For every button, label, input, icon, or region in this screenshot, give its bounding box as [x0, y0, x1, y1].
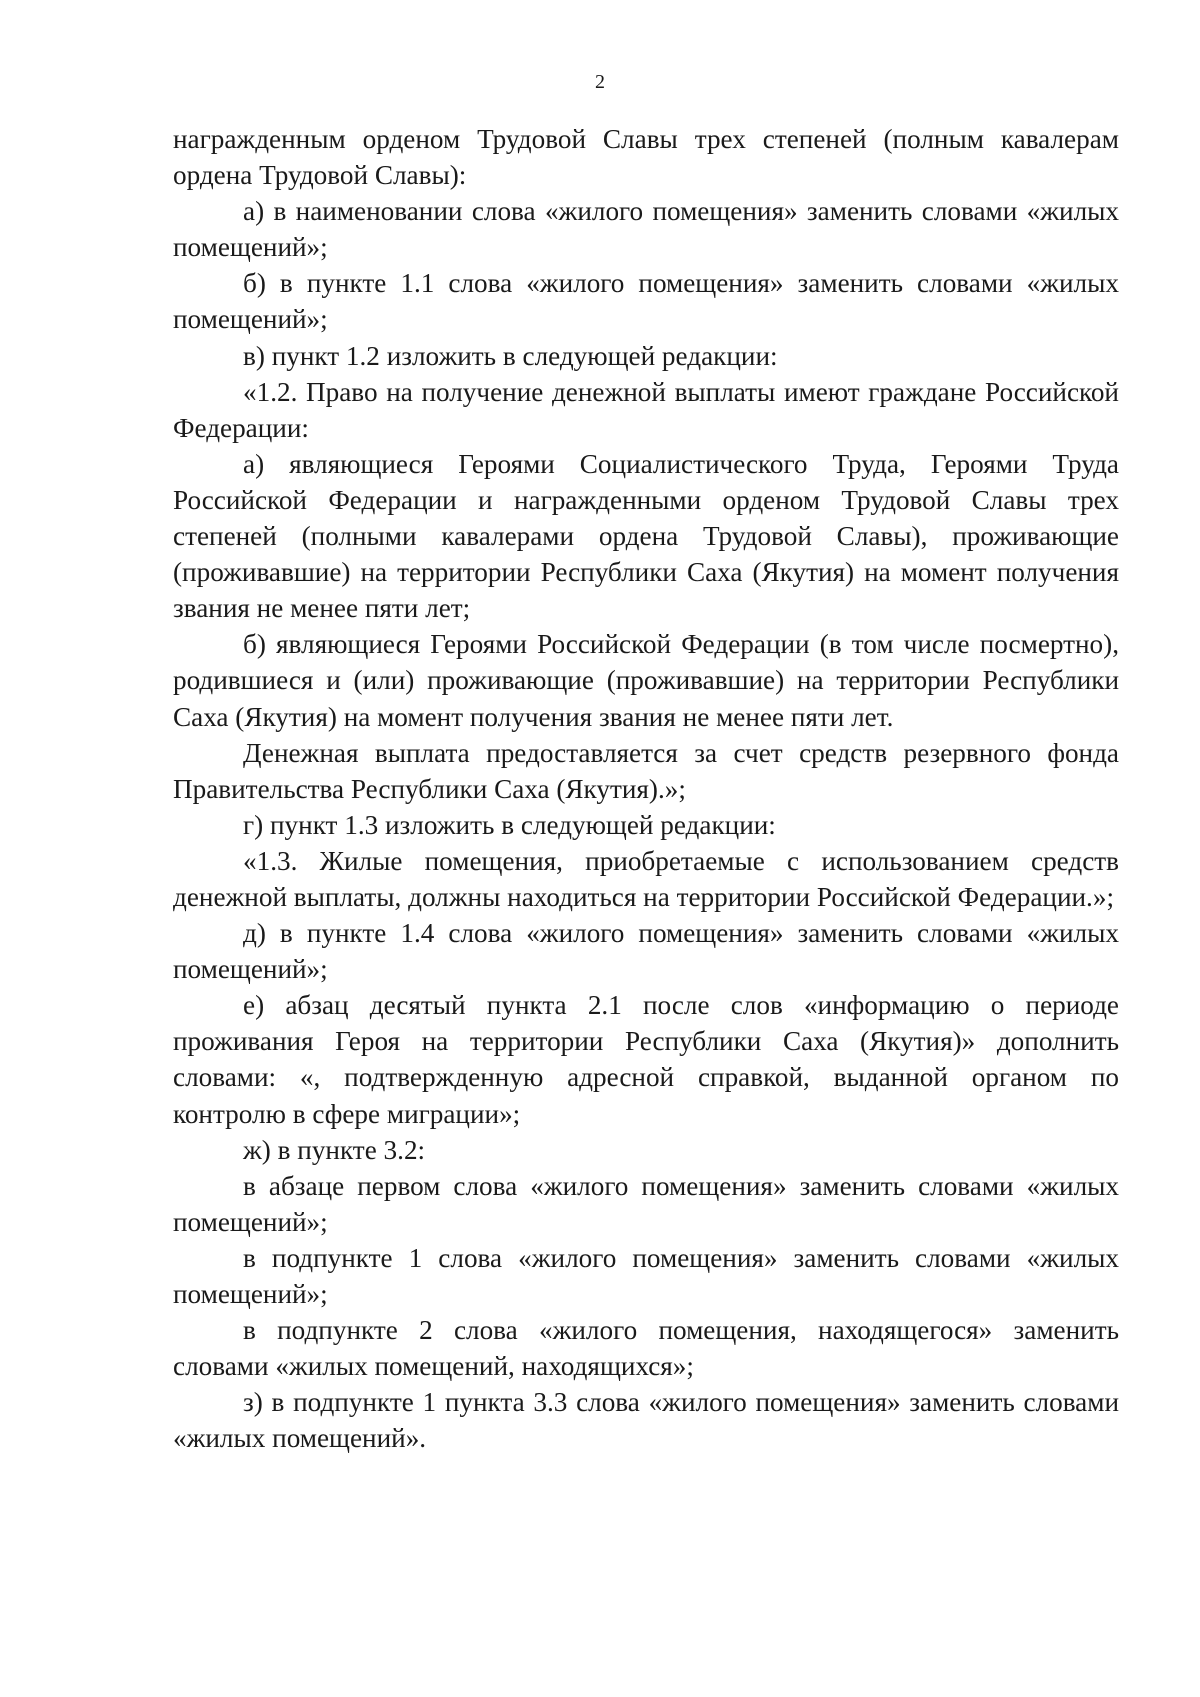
paragraph-clause-1-2-b: б) являющиеся Героями Российской Федерации (в том числе посмертно), родившиеся и (или) проживающие (проживавшие) на территории Республики Саха (Якутия) на момент получения звания не менее пяти лет.	[173, 629, 1119, 732]
paragraph-item-zh-1: в абзаце первом слова «жилого помещения» заменить словами «жилых помещений»;	[173, 1170, 1119, 1237]
paragraph-item-a: а) в наименовании слова «жилого помещения» заменить словами «жилых помещений»;	[173, 196, 1119, 263]
paragraph-item-e: е) абзац десятый пункта 2.1 после слов «информацию о периоде проживания Героя на территории Республики Саха (Якутия)» дополнить словами: «, подтвержденную адресной справкой, выданной органом по контролю в сфере миграции»;	[173, 990, 1119, 1129]
paragraph-item-zh: ж) в пункте 3.2:	[243, 1134, 426, 1165]
paragraph-clause-1-3: «1.3. Жилые помещения, приобретаемые с использованием средств денежной выплаты, должны находиться на территории Российской Федерации.»;	[173, 845, 1119, 912]
page-number: 2	[595, 71, 605, 93]
paragraph-clause-1-2-a: а) являющиеся Героями Социалистического Труда, Героями Труда Российской Федерации и награжденными орденом Трудовой Славы трех степеней (полными кавалерами ордена Трудовой Славы), проживающие (проживавшие) на территории Республики Саха (Якутия) на момент получения звания не менее пяти лет;	[173, 448, 1119, 624]
paragraph-continuation: награжденным орденом Трудовой Славы трех степеней (полным кавалерам ордена Трудовой Славы):	[173, 124, 1119, 191]
document-body	[173, 121, 1119, 1456]
paragraph-item-z: з) в подпункте 1 пункта 3.3 слова «жилого помещения» заменить словами «жилых помещений».	[173, 1387, 1119, 1454]
paragraph-funding: Денежная выплата предоставляется за счет средств резервного фонда Правительства Республики Саха (Якутия).»;	[173, 737, 1119, 804]
paragraph-item-zh-2: в подпункте 1 слова «жилого помещения» заменить словами «жилых помещений»;	[173, 1242, 1119, 1309]
paragraph-item-d: д) в пункте 1.4 слова «жилого помещения» заменить словами «жилых помещений»;	[173, 918, 1119, 985]
paragraph-item-zh-3: в подпункте 2 слова «жилого помещения, находящегося» заменить словами «жилых помещений, находящихся»;	[173, 1315, 1119, 1382]
paragraph-item-g: г) пункт 1.3 изложить в следующей редакции:	[243, 809, 776, 840]
paragraph-item-b: б) в пункте 1.1 слова «жилого помещения» заменить словами «жилых помещений»;	[173, 268, 1119, 335]
paragraph-item-v: в) пункт 1.2 изложить в следующей редакции:	[243, 340, 778, 371]
paragraph-clause-1-2: «1.2. Право на получение денежной выплаты имеют граждане Российской Федерации:	[173, 376, 1119, 443]
